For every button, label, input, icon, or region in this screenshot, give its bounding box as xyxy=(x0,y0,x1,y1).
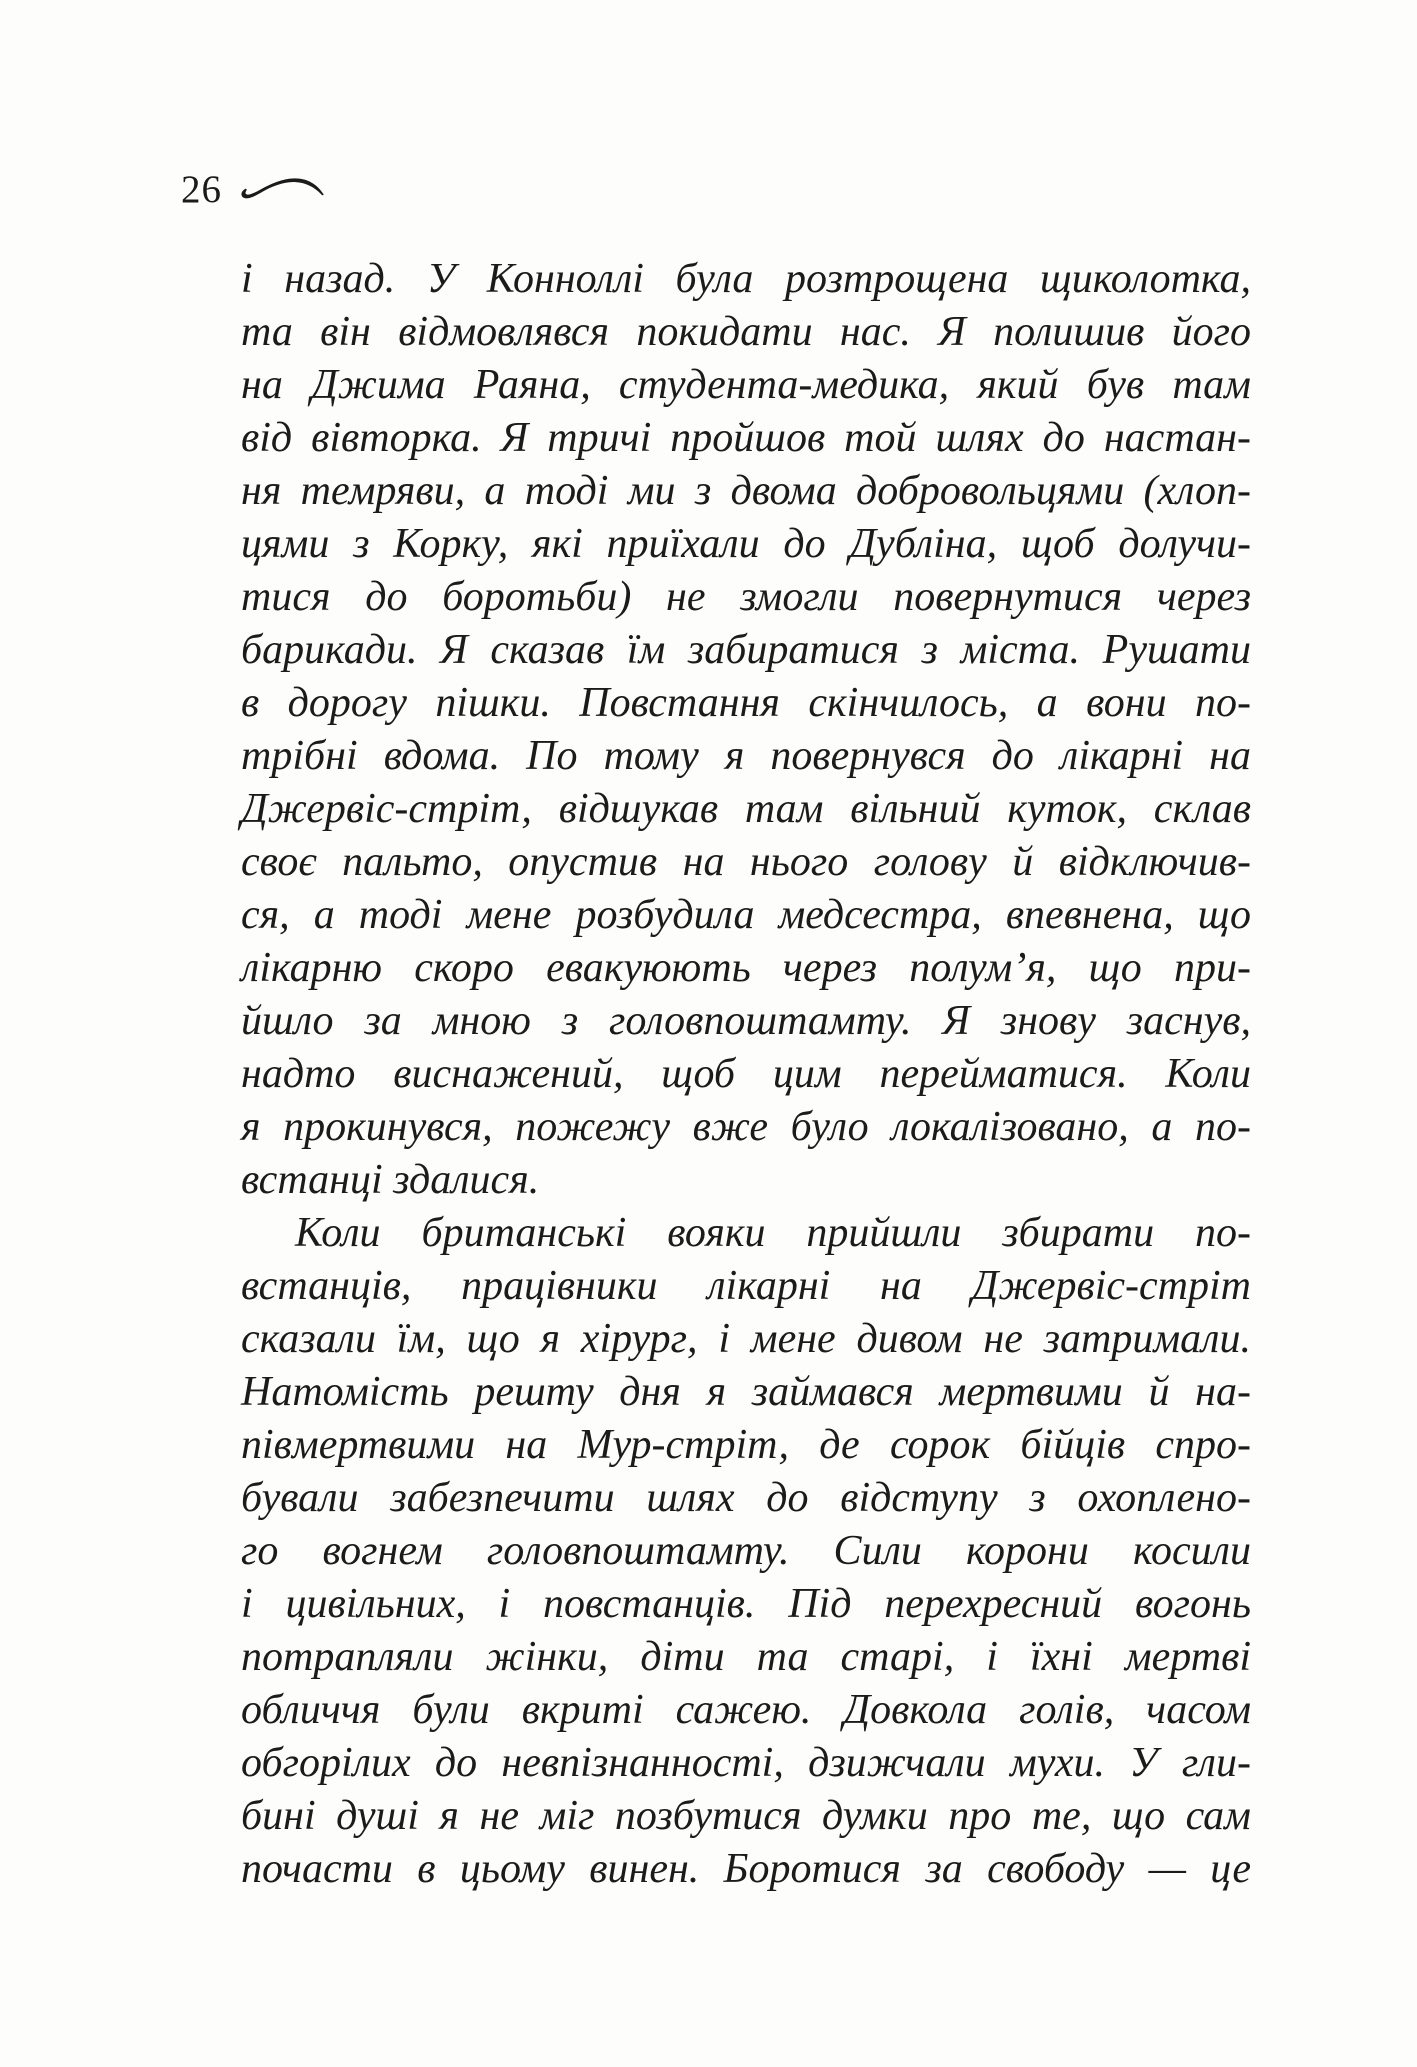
text-line: лікарню скоро евакуюють через полум’я, що при- xyxy=(241,945,1251,991)
text-line: Джервіс-стріт, відшукав там вільний куток, склав xyxy=(241,786,1251,832)
text-line: бині душі я не міг позбутися думки про те, що сам xyxy=(241,1793,1251,1839)
text-line: та він відмовлявся покидати нас. Я полишив його xyxy=(241,309,1251,355)
text-line: встанців, працівники лікарні на Джервіс-стріт xyxy=(241,1263,1251,1309)
text-line: від вівторка. Я тричі пройшов той шлях до настан- xyxy=(241,415,1251,461)
text-line: бували забезпечити шлях до відступу з охоплено- xyxy=(241,1475,1251,1521)
text-line: почасти в цьому винен. Боротися за свободу — це xyxy=(241,1846,1251,1892)
text-line: і назад. У Конноллі була розтрощена щиколотка, xyxy=(241,256,1251,302)
text-line: цями з Корку, які приїхали до Дубліна, щоб долучи- xyxy=(241,521,1251,567)
text-line: обгорілих до невпізнанності, дзижчали мухи. У гли- xyxy=(241,1740,1251,1786)
text-line: потрапляли жінки, діти та старі, і їхні мертві xyxy=(241,1634,1251,1680)
text-line: трібні вдома. По тому я повернувся до лікарні на xyxy=(241,733,1251,779)
swash-ornament-icon xyxy=(237,176,325,202)
text-line: я прокинувся, пожежу вже було локалізовано, а по- xyxy=(241,1104,1251,1150)
body-text xyxy=(241,253,1251,1896)
text-line: Коли британські вояки прийшли збирати по- xyxy=(295,1210,1251,1256)
text-line: сказали їм, що я хірург, і мене дивом не затримали. xyxy=(241,1316,1251,1362)
text-line: тися до боротьби) не змогли повернутися через xyxy=(241,574,1251,620)
text-line: Натомість решту дня я займався мертвими й на- xyxy=(241,1369,1251,1415)
text-line: на Джима Раяна, студента-медика, який був там xyxy=(241,362,1251,408)
text-line: в дорогу пішки. Повстання скінчилось, а вони по- xyxy=(241,680,1251,726)
text-line: своє пальто, опустив на нього голову й відключив- xyxy=(241,839,1251,885)
text-line: барикади. Я сказав їм забиратися з міста. Рушати xyxy=(241,627,1251,673)
page-number: 26 xyxy=(181,168,222,211)
text-line: ня темряви, а тоді ми з двома добровольцями (хлоп- xyxy=(241,468,1251,514)
text-line: ся, а тоді мене розбудила медсестра, впевнена, що xyxy=(241,892,1251,938)
text-line: обличчя були вкриті сажею. Довкола голів, часом xyxy=(241,1687,1251,1733)
text-line: півмертвими на Мур-стріт, де сорок бійців спро- xyxy=(241,1422,1251,1468)
text-line: го вогнем головпоштамту. Сили корони косили xyxy=(241,1528,1251,1574)
text-line: встанці здалися. xyxy=(241,1157,540,1203)
text-line: надто виснажений, щоб цим перейматися. Коли xyxy=(241,1051,1251,1097)
text-line: йшло за мною з головпоштамту. Я знову заснув, xyxy=(241,998,1251,1044)
text-line: і цивільних, і повстанців. Під перехресний вогонь xyxy=(241,1581,1251,1627)
